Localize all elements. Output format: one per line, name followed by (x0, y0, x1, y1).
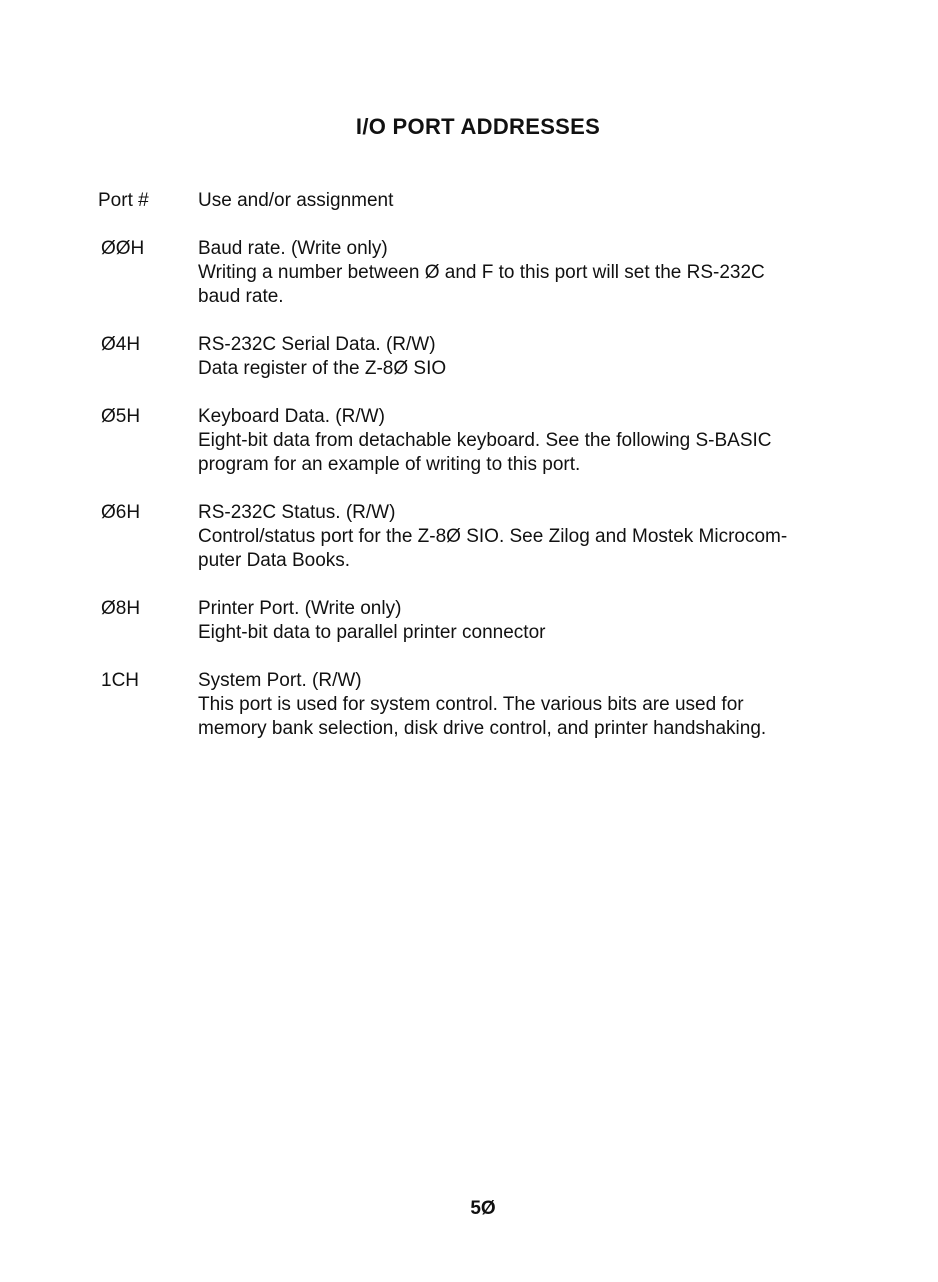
port-description (198, 597, 860, 645)
port-entries-list (98, 237, 878, 765)
port-name: System Port. (R/W) (198, 670, 362, 691)
description-line: program for an example of writing to this port. (198, 454, 581, 475)
port-address: Ø6H (101, 502, 141, 523)
use-column-header: Use and/or assignment (198, 190, 394, 211)
port-column-header: Port # (98, 190, 149, 211)
port-name: RS-232C Status. (R/W) (198, 502, 396, 523)
port-description (198, 237, 860, 309)
description-line: puter Data Books. (198, 550, 351, 571)
description-line: Data register of the Z-8Ø SIO (198, 358, 447, 379)
port-address: Ø5H (101, 406, 141, 427)
port-entry (98, 237, 878, 309)
port-address: ØØH (101, 238, 145, 259)
port-name: RS-232C Serial Data. (R/W) (198, 334, 436, 355)
port-description (198, 501, 860, 573)
port-address: Ø8H (101, 598, 141, 619)
description-line: baud rate. (198, 286, 284, 307)
page-number: 5Ø (470, 1198, 496, 1219)
port-description (198, 333, 860, 381)
port-address: Ø4H (101, 334, 141, 355)
description-line: Writing a number between Ø and F to this port will set the RS-232C (198, 262, 765, 283)
port-entry (98, 333, 878, 381)
port-entry (98, 597, 878, 645)
description-line: This port is used for system control. The various bits are used for (198, 694, 744, 715)
port-description (198, 405, 860, 477)
port-entry (98, 405, 878, 477)
description-line: Eight-bit data from detachable keyboard. See the following S-BASIC (198, 430, 772, 451)
port-name: Printer Port. (Write only) (198, 598, 402, 619)
port-address: 1CH (101, 670, 140, 691)
port-entry (98, 669, 878, 741)
page-title: I/O PORT ADDRESSES (355, 114, 601, 139)
description-line: Eight-bit data to parallel printer connector (198, 622, 546, 643)
port-name: Baud rate. (Write only) (198, 238, 388, 259)
description-line: memory bank selection, disk drive control, and printer handshaking. (198, 718, 767, 739)
port-entry (98, 501, 878, 573)
port-description (198, 669, 860, 741)
port-name: Keyboard Data. (R/W) (198, 406, 385, 427)
description-line: Control/status port for the Z-8Ø SIO. See Zilog and Mostek Microcom- (198, 526, 788, 547)
